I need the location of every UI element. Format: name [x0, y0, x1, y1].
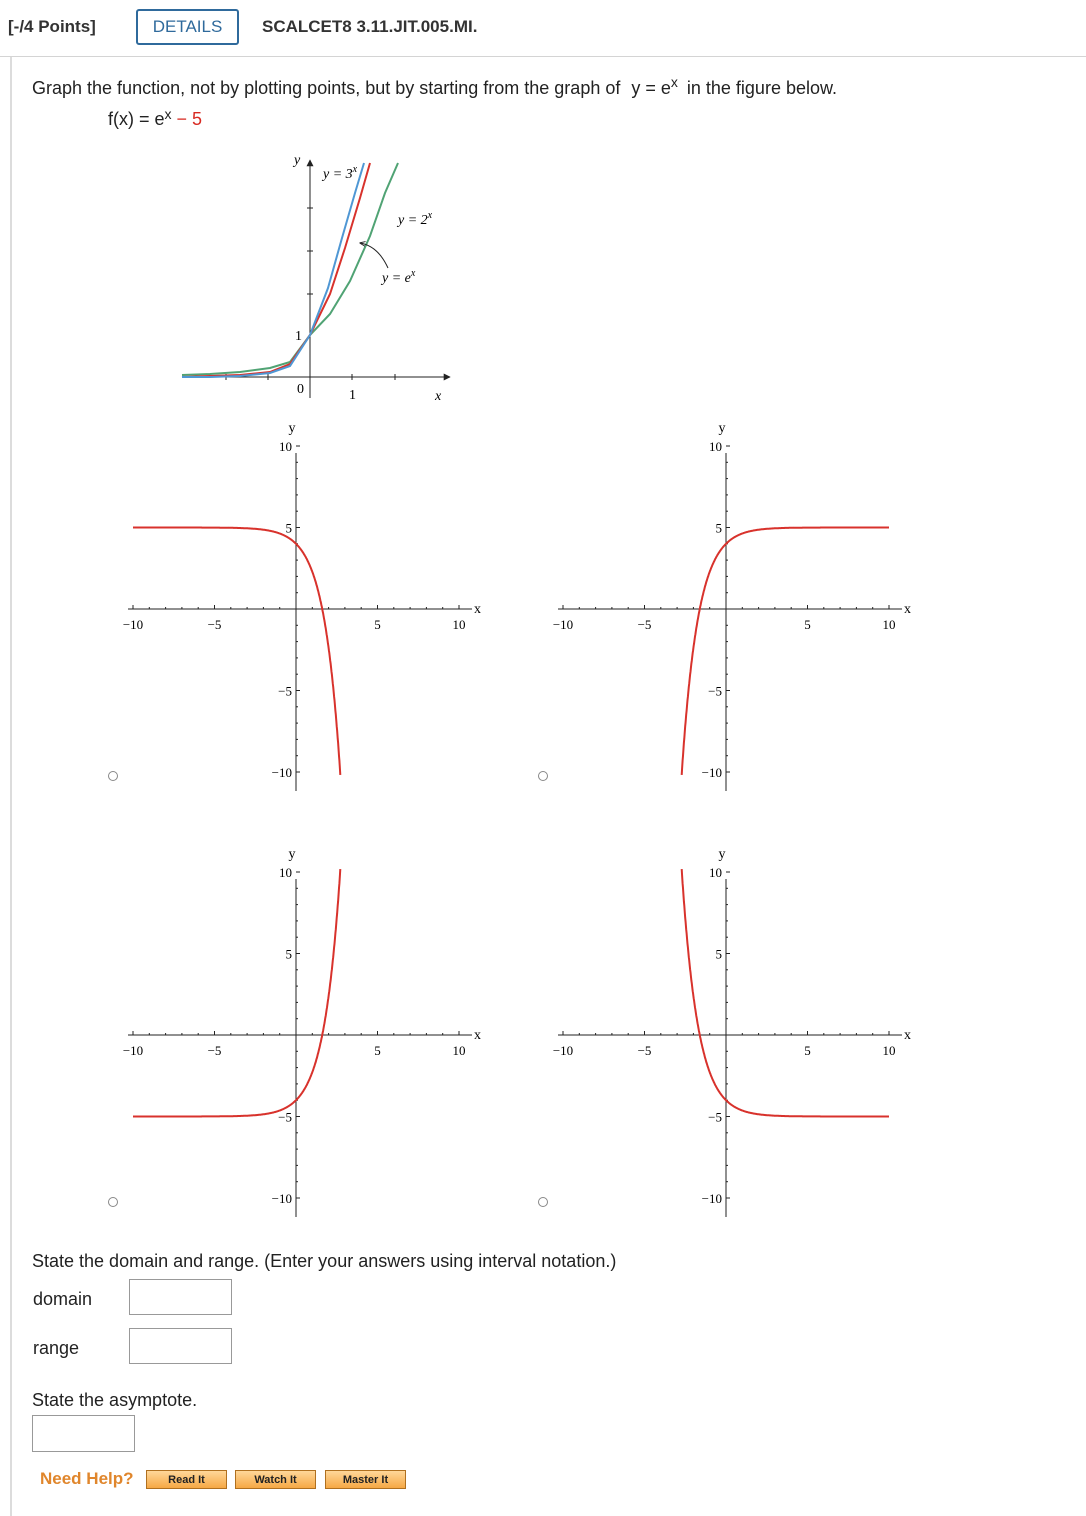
x-tick-label: −5 [207, 1043, 222, 1058]
details-button[interactable]: DETAILS [136, 9, 239, 45]
x-axis-label: x [904, 602, 911, 617]
option-radio-3[interactable] [108, 1197, 118, 1207]
y-tick-label: 5 [715, 520, 722, 536]
y-tick-label: 10 [279, 865, 292, 880]
watch-it-button[interactable]: Watch It [235, 1470, 316, 1489]
function-minus-5: − 5 [171, 109, 203, 129]
x-tick-label: −5 [207, 617, 222, 632]
curve-2x [182, 163, 398, 375]
range-input[interactable] [129, 1328, 232, 1364]
y-tick-label: −10 [271, 765, 292, 780]
x-tick-label: 10 [882, 1043, 896, 1058]
x-tick-label: −10 [122, 1043, 144, 1058]
domain-input[interactable] [129, 1279, 232, 1315]
y-tick-label: 5 [285, 946, 292, 962]
question-y-sup: x [670, 74, 678, 90]
function-definition [108, 106, 202, 130]
problem-id: SCALCET8 3.11.JIT.005.MI. [262, 17, 478, 36]
y-tick-label: 5 [285, 520, 292, 536]
x-tick-label: 5 [374, 1043, 381, 1058]
y-tick-label: 5 [715, 946, 722, 962]
curve-ex [182, 163, 370, 377]
option-graph-2 [550, 416, 910, 778]
ref-y-label: y [294, 153, 301, 168]
function-curve [133, 869, 340, 1116]
y-tick-label: −10 [701, 1191, 722, 1206]
x-tick-label: 5 [804, 1043, 811, 1058]
left-border [10, 57, 12, 1516]
curve-3x [182, 163, 364, 377]
option-radio-4[interactable] [538, 1197, 548, 1207]
function-curve [682, 528, 889, 775]
option-radio-1[interactable] [108, 771, 118, 781]
y-tick-label: −5 [278, 683, 292, 699]
question-text [32, 74, 837, 99]
domain-range-instruction: State the domain and range. (Enter your answers using interval notation.) [32, 1251, 617, 1271]
option-radio-2[interactable] [538, 771, 548, 781]
x-tick-label: 5 [804, 617, 811, 632]
y-tick-label: −10 [701, 765, 722, 780]
reference-figure [170, 148, 470, 410]
x-tick-label: 5 [374, 617, 381, 632]
x-tick-label: −10 [122, 617, 144, 632]
y-axis-label: y [718, 421, 726, 436]
y-tick-label: 10 [709, 439, 722, 454]
label-2x: $y = 2^x$ [398, 210, 433, 228]
x-tick-label: 10 [882, 617, 896, 632]
question-text-after: in the figure below. [681, 78, 837, 98]
label-3x: $y = 3^x$ [323, 164, 358, 182]
function-lhs: f(x) = e [108, 109, 165, 129]
y-axis-label: y [718, 847, 726, 862]
y-tick-label: −5 [708, 1109, 722, 1125]
points-label: [-/4 Points] [8, 17, 96, 36]
x-axis-label: x [474, 1028, 481, 1043]
y-axis-label: y [288, 421, 296, 436]
x-tick-label: −10 [552, 1043, 574, 1058]
x-tick-label: −5 [637, 617, 652, 632]
y-tick-label: −5 [708, 683, 722, 699]
question-header [0, 0, 1086, 57]
label-ex: $y = e^x$ [382, 268, 416, 286]
x-axis-label: x [904, 1028, 911, 1043]
question-y-eq: y = e [631, 78, 671, 98]
x-axis-label: x [474, 602, 481, 617]
function-curve [682, 869, 889, 1116]
x-tick-label: 10 [452, 1043, 466, 1058]
option-graph-4 [550, 842, 910, 1204]
x-tick-label: −10 [552, 617, 574, 632]
ref-one-label: 1 [295, 329, 302, 344]
ref-origin-label: 0 [297, 382, 304, 397]
domain-label: domain [33, 1289, 93, 1309]
y-tick-label: 10 [279, 439, 292, 454]
function-sup: x [164, 106, 172, 122]
asymptote-instruction: State the asymptote. [32, 1390, 198, 1410]
y-tick-label: −10 [271, 1191, 292, 1206]
range-label: range [33, 1338, 80, 1358]
option-graph-3 [120, 842, 480, 1204]
question-text-before: Graph the function, not by plotting points, but by starting from the graph of [32, 78, 626, 98]
read-it-button[interactable]: Read It [146, 1470, 227, 1489]
x-tick-label: 10 [452, 617, 466, 632]
master-it-button[interactable]: Master It [325, 1470, 406, 1489]
y-tick-label: −5 [278, 1109, 292, 1125]
x-tick-label: −5 [637, 1043, 652, 1058]
y-axis-label: y [288, 847, 296, 862]
asymptote-input[interactable] [32, 1415, 135, 1452]
y-tick-label: 10 [709, 865, 722, 880]
function-curve [133, 528, 340, 775]
ref-x-one: 1 [349, 388, 356, 403]
option-graph-1 [120, 416, 480, 778]
ref-x-label: x [435, 389, 442, 404]
need-help-label: Need Help? [40, 1469, 134, 1488]
